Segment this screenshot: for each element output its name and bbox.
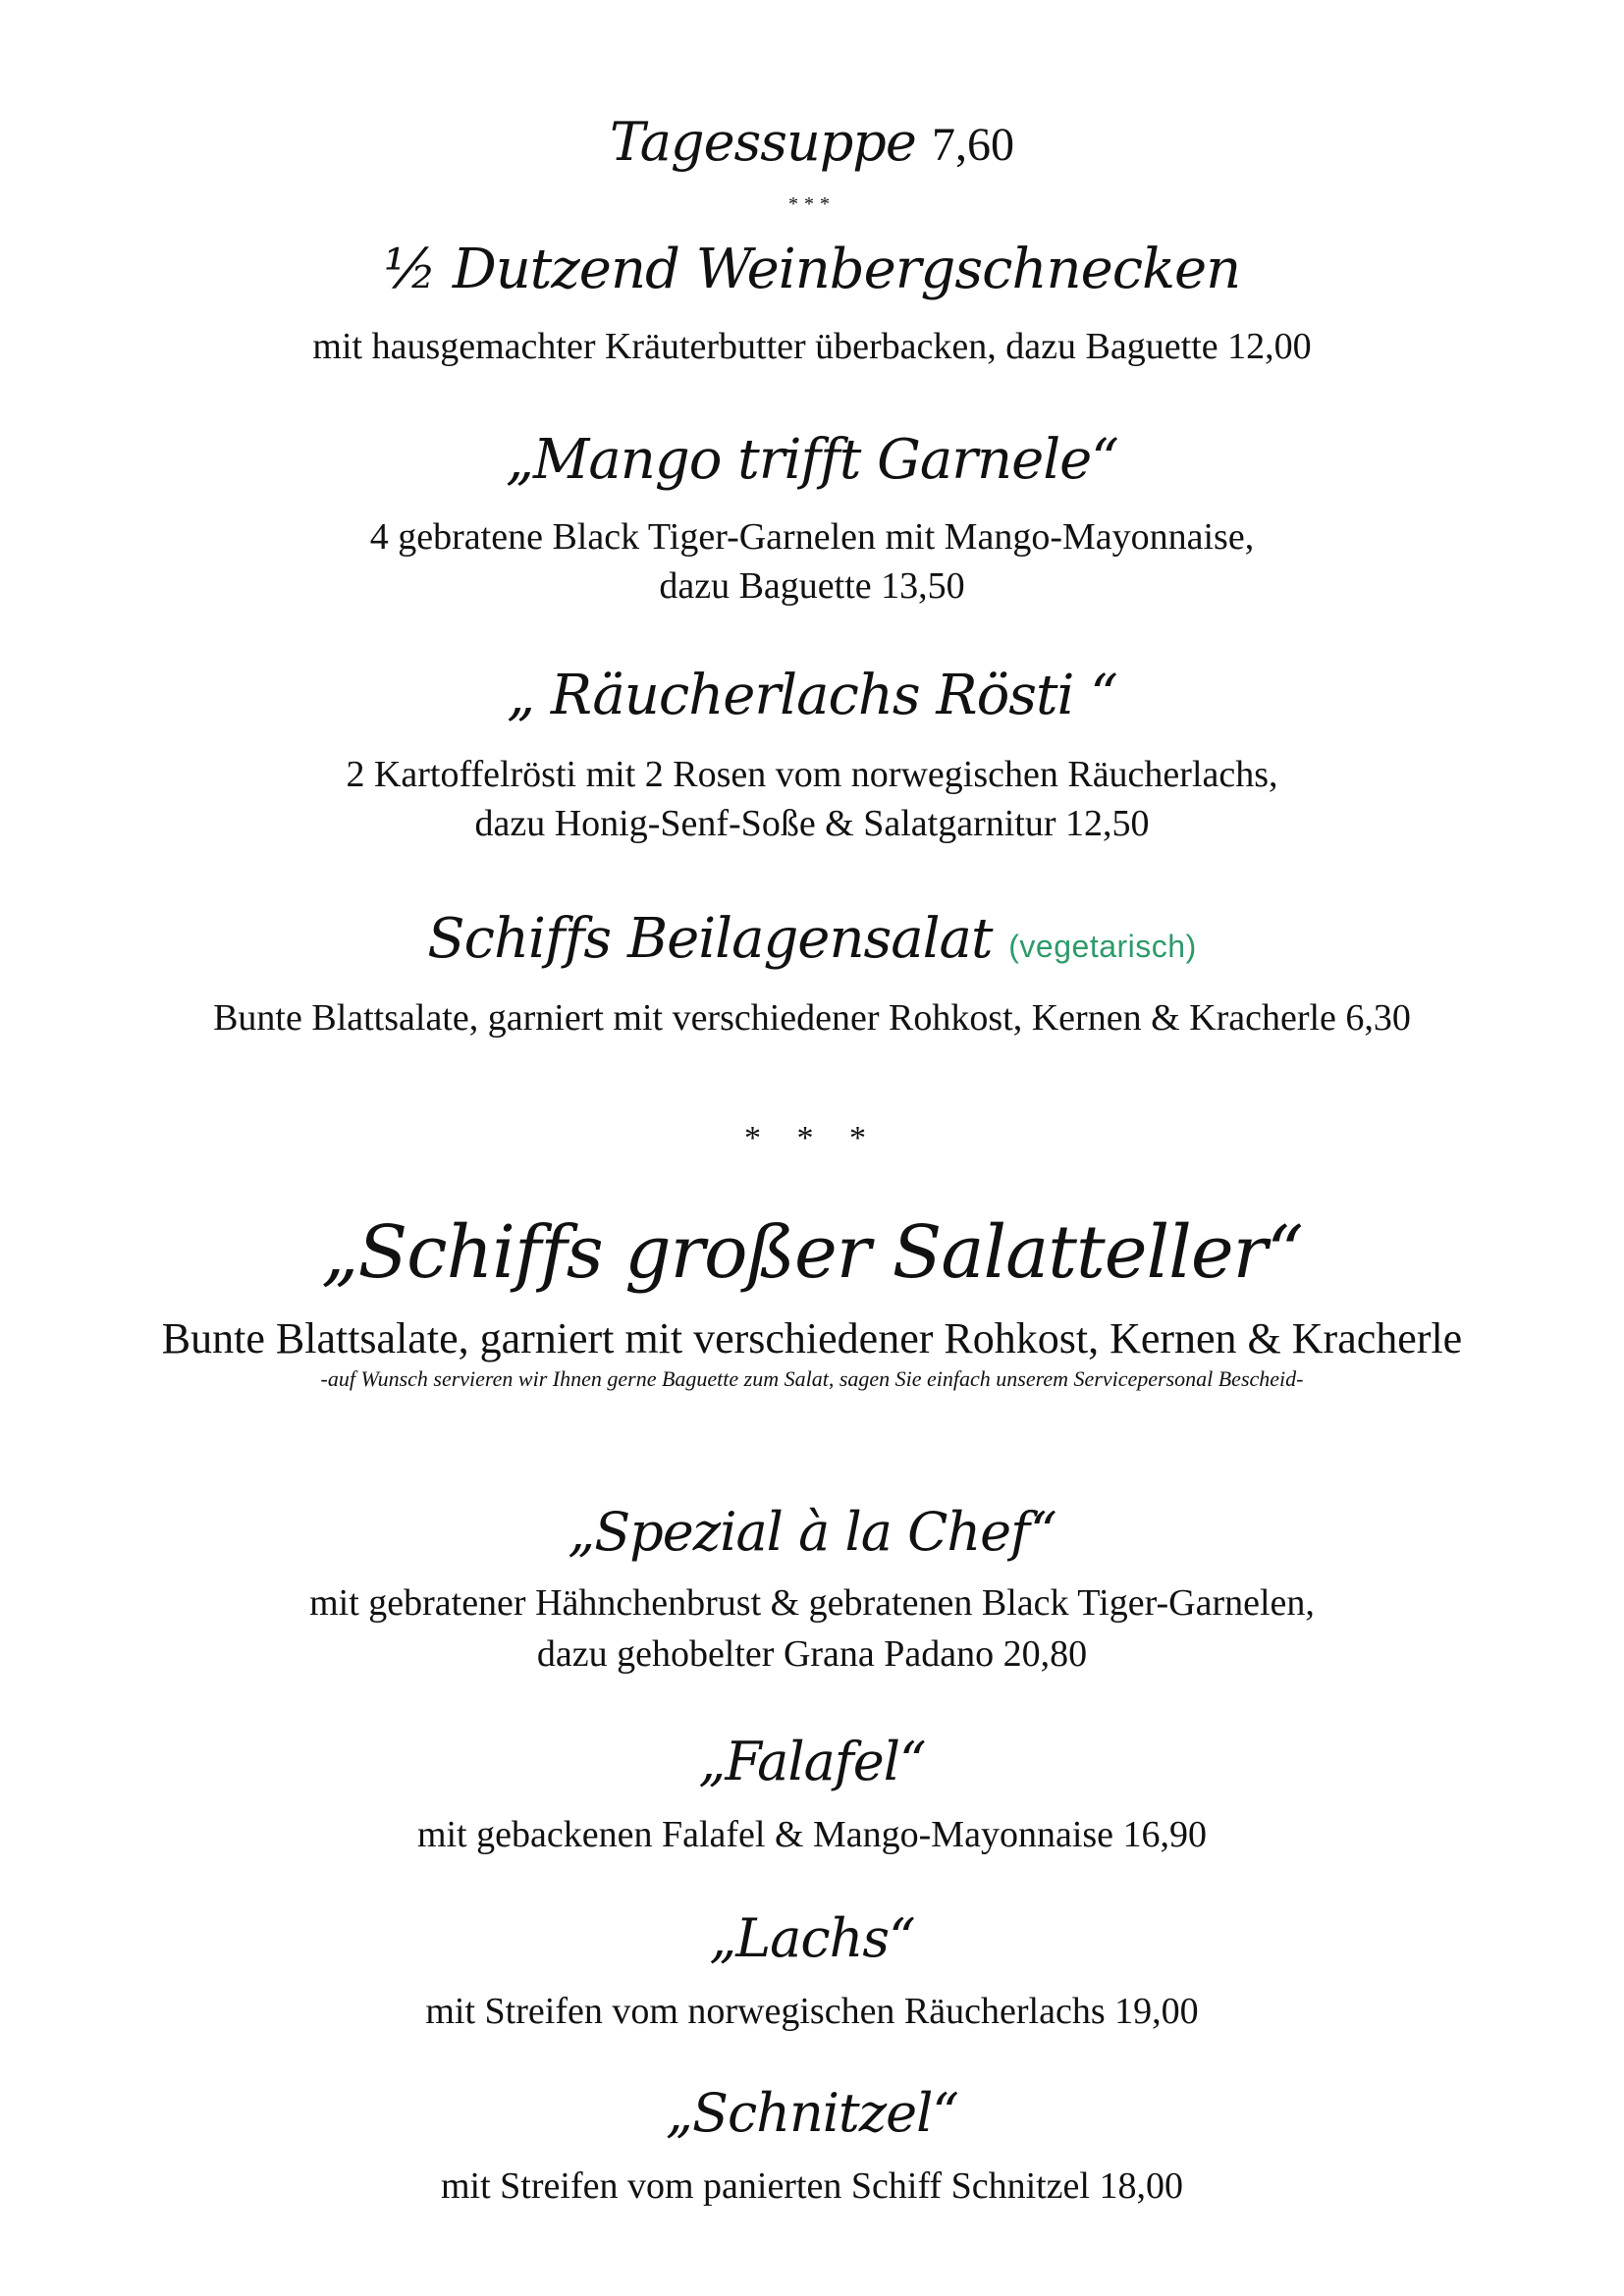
soup-separator: *** [788, 193, 836, 215]
side-salad-title: Schiffs Beilagensalat [427, 907, 993, 971]
side-salad-description: Bunte Blattsalate, garniert mit verschiedener Rohkost, Kernen & Kracherle 6,30 [213, 997, 1411, 1039]
salad-plate-title: „Schiffs großer Salatteller“ [321, 1210, 1303, 1295]
section-separator: * * * [744, 1120, 880, 1156]
mango-prawn-description-line-2: dazu Baguette 13,50 [659, 565, 965, 607]
salmon-roesti-description-line-2: dazu Honig-Senf-Soße & Salatgarnitur 12,50 [474, 803, 1150, 844]
schnitzel-description: mit Streifen vom panierten Schiff Schnitzel 18,00 [441, 2165, 1183, 2207]
salmon-roesti-description-line-1: 2 Kartoffelrösti mit 2 Rosen vom norwegischen Räucherlachs, [346, 754, 1278, 795]
salmon-description: mit Streifen vom norwegischen Räucherlachs 19,00 [425, 1991, 1199, 2032]
snails-title: ½ Dutzend Weinbergschnecken [383, 238, 1241, 301]
salmon-title: „Lachs“ [709, 1907, 915, 1969]
falafel-description: mit gebackenen Falafel & Mango-Mayonnaise 16,90 [416, 1814, 1208, 1855]
side-salad-heading [0, 903, 1624, 983]
salmon-roesti-title: „ Räucherlachs Rösti “ [507, 664, 1117, 727]
soup-price: 7,60 [932, 119, 1014, 171]
salad-plate-note: -auf Wunsch servieren wir Ihnen gerne Baguette zum Salat, sagen Sie einfach unserem Servicepersonal Bescheid- [320, 1366, 1304, 1391]
mango-prawn-description-line-1: 4 gebratene Black Tiger-Garnelen mit Mango-Mayonnaise, [369, 516, 1255, 558]
snails-description: mit hausgemachter Kräuterbutter überbacken, dazu Baguette 12,00 [312, 326, 1312, 367]
falafel-title: „Falafel“ [698, 1731, 926, 1792]
special-chef-description-line-2: dazu gehobelter Grana Padano 20,80 [536, 1633, 1088, 1675]
vegetarian-tag: (vegetarisch) [1008, 929, 1197, 964]
special-chef-title: „Spezial à la Chef“ [568, 1501, 1056, 1563]
mango-prawn-title: „Mango trifft Garnele“ [506, 428, 1118, 492]
special-chef-description-line-1: mit gebratener Hähnchenbrust & gebratenen Black Tiger-Garnelen, [309, 1582, 1315, 1624]
salad-plate-description: Bunte Blattsalate, garniert mit verschiedener Rohkost, Kernen & Kracherle [161, 1314, 1463, 1362]
soup-heading [0, 108, 1624, 180]
soup-title: Tagessuppe [609, 111, 916, 173]
schnitzel-title: „Schnitzel“ [665, 2082, 959, 2144]
